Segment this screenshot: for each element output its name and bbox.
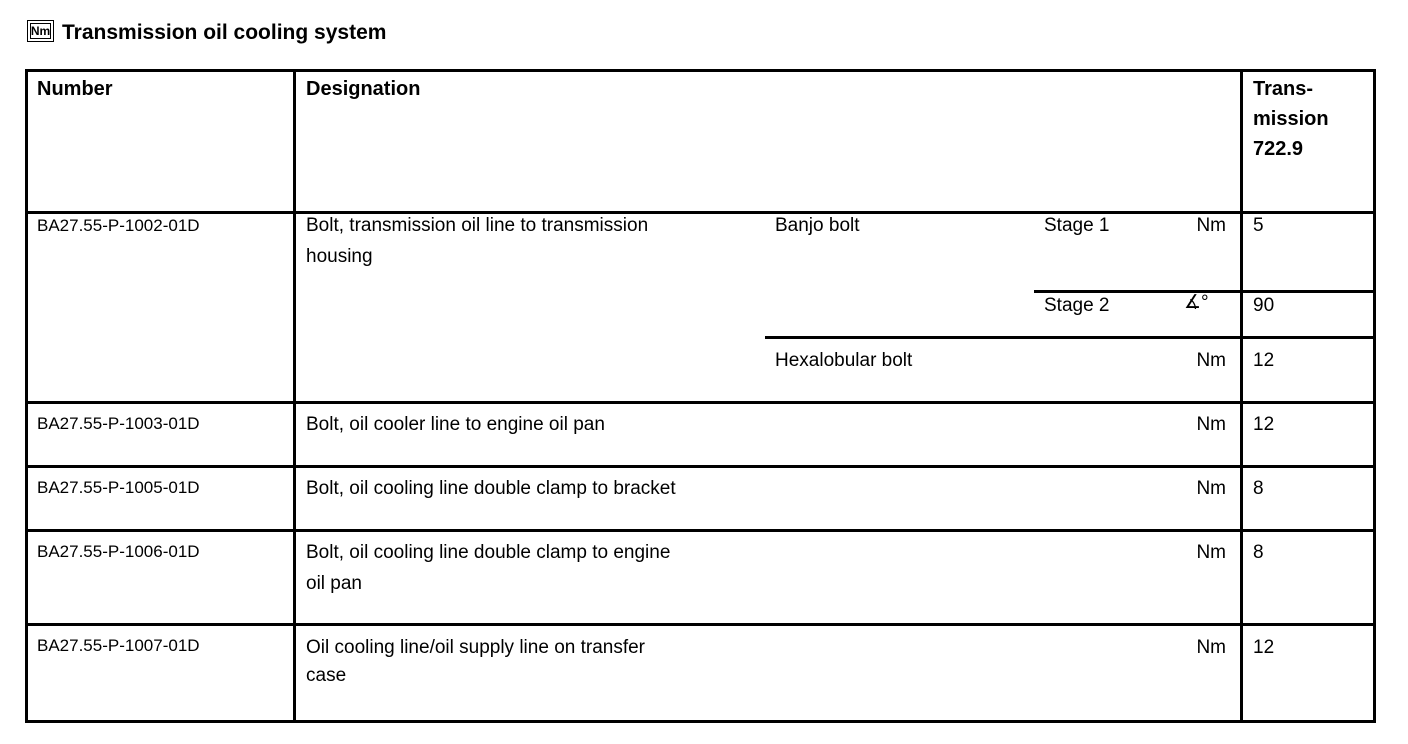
title-row bbox=[27, 18, 386, 48]
row4-unit: Nm bbox=[1196, 542, 1226, 563]
row-divider-4 bbox=[28, 623, 1373, 626]
page-title: Transmission oil cooling system bbox=[62, 21, 387, 44]
header-number: Number bbox=[37, 78, 113, 100]
header-designation: Designation bbox=[306, 78, 421, 100]
row4-designation-1: Bolt, oil cooling line double clamp to engine bbox=[306, 542, 671, 563]
row5-unit: Nm bbox=[1196, 637, 1226, 658]
row1-sub1-value: 5 bbox=[1253, 215, 1264, 236]
row1-sub1-stage: Stage 1 bbox=[1044, 215, 1110, 236]
row4-designation-2: oil pan bbox=[306, 573, 362, 594]
row4-value: 8 bbox=[1253, 542, 1264, 563]
row1-sub1-type: Banjo bolt bbox=[775, 215, 860, 236]
header-transmission-3: 722.9 bbox=[1253, 138, 1304, 160]
row1-designation-1: Bolt, transmission oil line to transmission bbox=[306, 215, 649, 236]
angle-degree-icon: ∡° bbox=[1184, 292, 1209, 313]
row1-sub2-stage: Stage 2 bbox=[1044, 295, 1110, 316]
subrow-divider bbox=[765, 336, 1373, 339]
row1-sub3-value: 12 bbox=[1253, 350, 1275, 371]
header-divider bbox=[28, 211, 1373, 214]
header-transmission-2: mission bbox=[1253, 108, 1329, 130]
torque-table bbox=[25, 69, 1376, 723]
row5-designation-1: Oil cooling line/oil supply line on transfer bbox=[306, 637, 646, 658]
row1-number: BA27.55-P-1002-01D bbox=[37, 216, 200, 235]
row-divider-3 bbox=[28, 529, 1373, 532]
row2-number: BA27.55-P-1003-01D bbox=[37, 414, 200, 433]
row2-value: 12 bbox=[1253, 414, 1275, 435]
row3-number: BA27.55-P-1005-01D bbox=[37, 478, 200, 497]
torque-nm-icon: Nm bbox=[27, 20, 54, 42]
row-divider-2 bbox=[28, 465, 1373, 468]
row5-number: BA27.55-P-1007-01D bbox=[37, 636, 200, 655]
row5-value: 12 bbox=[1253, 637, 1275, 658]
row5-designation-2: case bbox=[306, 665, 347, 686]
row2-designation-1: Bolt, oil cooler line to engine oil pan bbox=[306, 414, 605, 435]
row3-designation-1: Bolt, oil cooling line double clamp to bracket bbox=[306, 478, 676, 499]
row3-value: 8 bbox=[1253, 478, 1264, 499]
row3-unit: Nm bbox=[1196, 478, 1226, 499]
row1-sub1-unit: Nm bbox=[1196, 215, 1226, 236]
row2-unit: Nm bbox=[1196, 414, 1226, 435]
row-divider-1 bbox=[28, 401, 1373, 404]
row1-designation-2: housing bbox=[306, 246, 373, 267]
header-transmission-1: Trans- bbox=[1253, 78, 1314, 100]
row1-sub3-type: Hexalobular bolt bbox=[775, 350, 913, 371]
row1-sub3-unit: Nm bbox=[1196, 350, 1226, 371]
row1-sub2-value: 90 bbox=[1253, 295, 1275, 316]
row4-number: BA27.55-P-1006-01D bbox=[37, 542, 200, 561]
